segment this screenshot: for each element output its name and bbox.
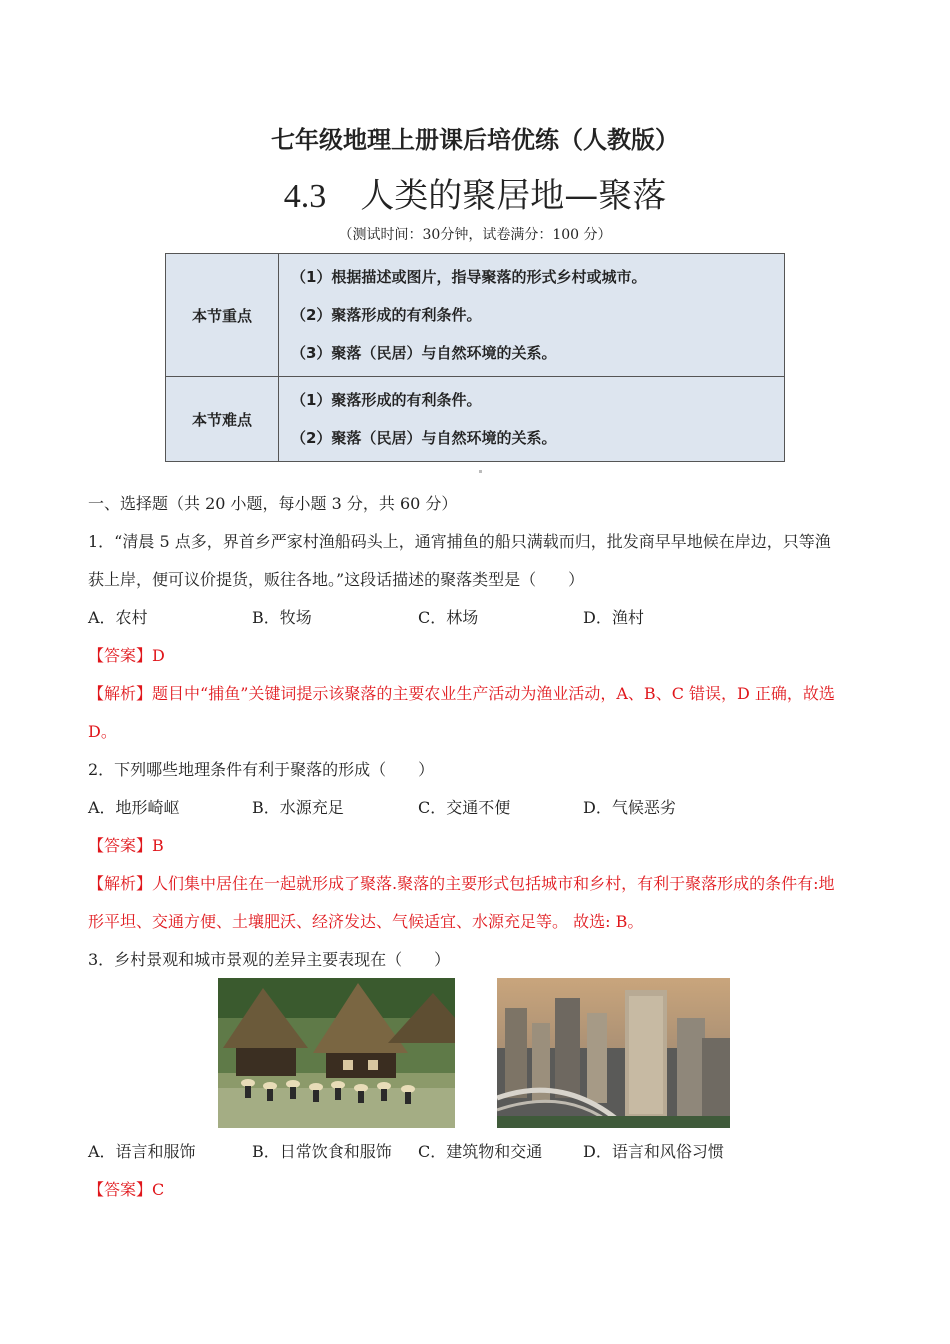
key-item: （2）聚落（民居）与自然环境的关系。	[291, 429, 557, 447]
key-row-label: 本节重点	[166, 254, 279, 377]
question-1-option-b: B．牧场	[252, 608, 312, 627]
question-3-option-d: D．语言和风俗习惯	[583, 1142, 724, 1161]
key-item: （3）聚落（民居）与自然环境的关系。	[291, 344, 557, 362]
question-1-option-a: A．农村	[88, 608, 148, 627]
key-item: （1）聚落形成的有利条件。	[291, 391, 482, 409]
question-1-stem-line1: 1．“清晨 5 点多，界首乡严家村渔船码头上，通宵捕鱼的船只满载而归，批发商早早地候在岸边，只等渔	[88, 532, 831, 551]
key-row-label: 本节难点	[166, 377, 279, 462]
city-skyline-photo	[497, 978, 730, 1128]
page-title	[0, 168, 950, 217]
question-1-option-c: C．林场	[418, 608, 479, 627]
question-1-answer: 【答案】D	[88, 646, 165, 665]
question-3-option-a: A．语言和服饰	[88, 1142, 196, 1161]
key-row-items	[279, 377, 785, 462]
key-item: （2）聚落形成的有利条件。	[291, 306, 482, 324]
key-row-difficulty	[166, 377, 785, 462]
question-2-option-a: A．地形崎岖	[88, 798, 180, 817]
question-3-stem: 3．乡村景观和城市景观的差异主要表现在（ ）	[88, 950, 451, 969]
question-2-stem: 2．下列哪些地理条件有利于聚落的形成（ ）	[88, 760, 435, 779]
question-2-option-d: D．气候恶劣	[583, 798, 676, 817]
rural-village-photo	[218, 978, 455, 1128]
separator-dot	[479, 470, 482, 473]
question-2-analysis-line1: 【解析】人们集中居住在一起就形成了聚落.聚落的主要形式包括城市和乡村，有利于聚落形成的条件有:地	[88, 874, 835, 893]
question-2-analysis-line2: 形平坦、交通方便、土壤肥沃、经济发达、气候适宜、水源充足等。 故选: B。	[88, 912, 644, 931]
question-2-answer: 【答案】B	[88, 836, 164, 855]
section-heading: 一、选择题（共 20 小题，每小题 3 分，共 60 分）	[88, 494, 458, 513]
title-number: 4.3	[283, 178, 327, 215]
question-2-option-b: B．水源充足	[252, 798, 344, 817]
title-text: 人类的聚居地—聚落	[360, 176, 667, 216]
question-1-stem-line2: 获上岸，便可议价提货，贩往各地。”这段话描述的聚落类型是（ ）	[88, 570, 585, 589]
key-row-items	[279, 254, 785, 377]
key-row-focus	[166, 254, 785, 377]
question-3-option-c: C．建筑物和交通	[418, 1142, 543, 1161]
test-note: （测试时间：30分钟，试卷满分：100 分）	[338, 227, 612, 243]
key-item: （1）根据描述或图片，指导聚落的形式乡村或城市。	[291, 268, 647, 286]
key-points-table	[165, 253, 785, 462]
page-subtitle: 七年级地理上册课后培优练（人教版）	[271, 126, 679, 154]
question-2-option-c: C．交通不便	[418, 798, 511, 817]
question-1-analysis-line1: 【解析】题目中“捕鱼”关键词提示该聚落的主要农业生产活动为渔业活动，A、B、C 错误，D 正确，故选	[88, 684, 835, 703]
question-1-option-d: D．渔村	[583, 608, 644, 627]
question-3-answer: 【答案】C	[88, 1180, 165, 1199]
question-1-analysis-line2: D。	[88, 722, 117, 741]
question-3-option-b: B．日常饮食和服饰	[252, 1142, 392, 1161]
